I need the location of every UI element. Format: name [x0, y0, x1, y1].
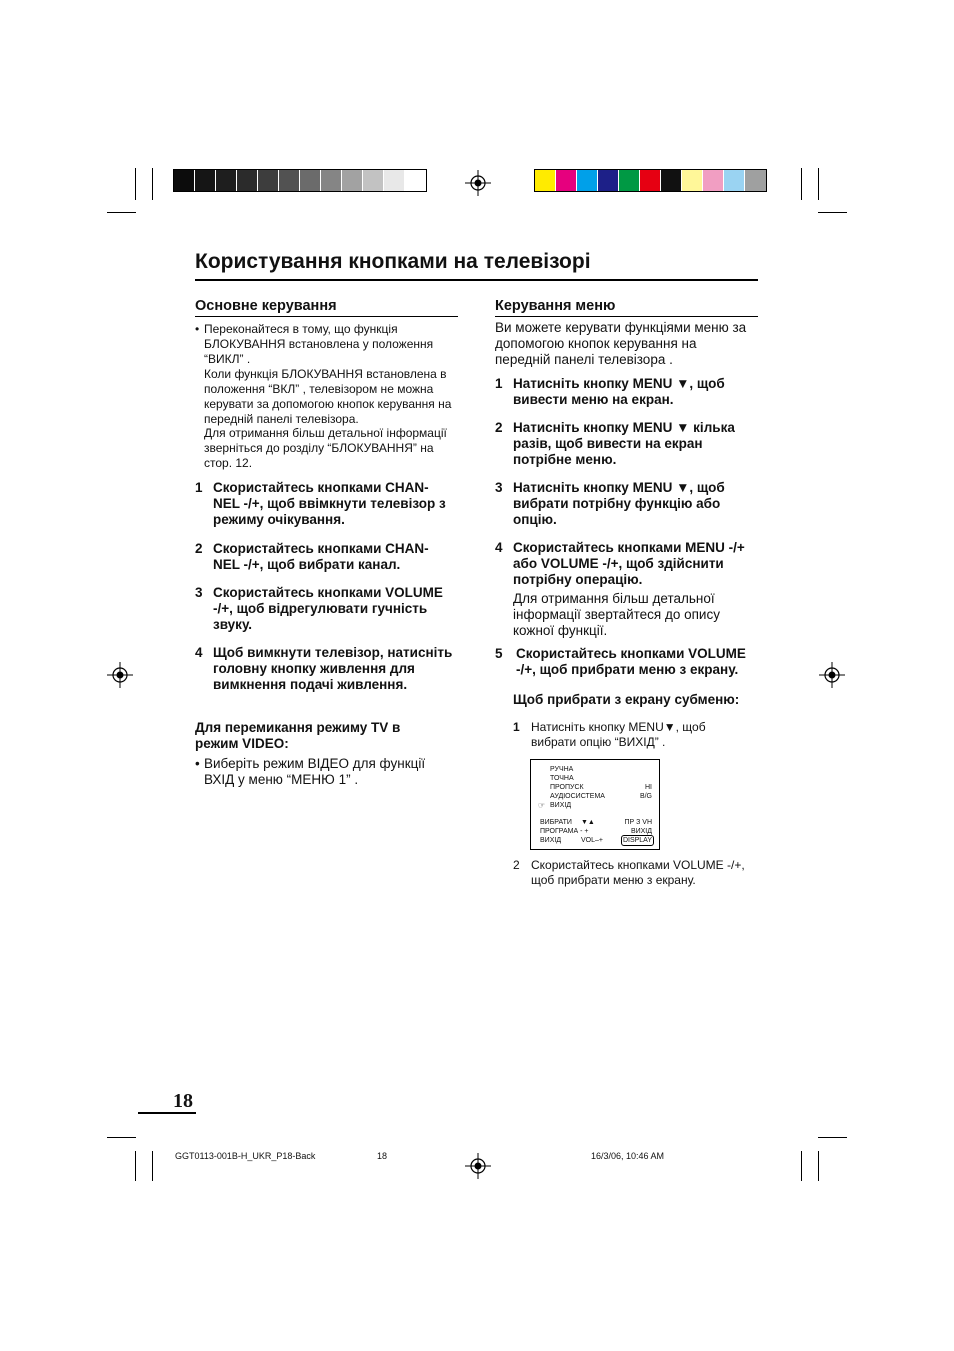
list-item: 1 Натисніть кнопку MENU▼, щоб вибрати опцію “ВИХІД” . — [513, 720, 706, 749]
list-item: 5 Скористайтесь кнопками VOLUME -/+, щоб прибрати меню з екрану. — [495, 646, 746, 677]
color-swatch — [745, 170, 766, 191]
color-swatch — [682, 170, 703, 191]
pointer-hand-icon: ☞ — [538, 801, 546, 810]
menu-nav-keys: ▼▲ — [581, 819, 595, 826]
menu-nav-keys: VOL–+ — [581, 837, 603, 844]
section-heading-basic: Основне керування — [195, 298, 458, 317]
color-swatch — [237, 170, 258, 191]
color-swatch — [195, 170, 216, 191]
footer-file: GGT0113-001B-H_UKR_P18-Back — [175, 1151, 316, 1161]
color-swatch — [321, 170, 342, 191]
color-swatch — [363, 170, 384, 191]
list-item: 1 Натисніть кнопку MENU ▼, щоб вивести меню на екран. — [495, 376, 725, 407]
menu-value: B/G — [639, 793, 652, 800]
menu-nav: ВИХІД — [540, 837, 562, 844]
note-text: Для отримання більш детальної інформації зверніться до розділу “БЛОКУВАННЯ” на стор. 12. — [204, 426, 447, 470]
menu-nav-right: ВИХІД — [630, 828, 652, 835]
list-item: 2 Скористайтесь кнопками VOLUME -/+, щоб прибрати меню з екрану. — [513, 858, 745, 887]
footer-page: 18 — [377, 1151, 388, 1161]
submenu-heading: Щоб прибрати з екрану субменю: — [513, 692, 740, 707]
color-swatch — [216, 170, 237, 191]
list-item: 3 Натисніть кнопку MENU ▼, щоб вибрати потрібну функцію або опцію. — [495, 480, 725, 527]
color-swatch — [258, 170, 279, 191]
color-swatch — [535, 170, 556, 191]
color-swatch — [640, 170, 661, 191]
menu-nav: ВИБРАТИ — [540, 819, 572, 826]
video-mode-heading: Для перемикання режиму TV в режим VIDEO: — [195, 720, 401, 751]
registration-mark-icon — [819, 662, 845, 688]
menu-value: HI — [645, 784, 652, 791]
section-heading-menu: Керування меню — [495, 298, 758, 317]
page-number: 18 — [173, 1090, 193, 1112]
menu-nav: ПРОГРАМА - + — [540, 828, 589, 835]
grayscale-bar — [173, 169, 427, 192]
note-text: Переконайтеся в тому, що функція БЛОКУВАННЯ встановлена у положення “ВИКЛ” . — [204, 322, 434, 366]
menu-item: ПРОПУСК — [550, 784, 584, 791]
color-swatch — [598, 170, 619, 191]
intro-text: Ви можете керувати функціями меню за допомогою кнопок керування на передній панелі телевізора . — [495, 320, 747, 367]
note-lock — [195, 322, 460, 367]
list-item: 1 Скористайтесь кнопками CHAN- NEL -/+, щоб ввімкнути телевізор з режиму очікування. — [195, 480, 446, 527]
color-swatch — [577, 170, 598, 191]
menu-item: РУЧНА — [550, 766, 574, 773]
color-swatch — [556, 170, 577, 191]
bullet: • — [195, 756, 200, 771]
menu-item: ТОЧНА — [550, 775, 574, 782]
color-swatch — [724, 170, 745, 191]
display-button-label: DISPLAY — [622, 837, 652, 844]
color-swatch — [342, 170, 363, 191]
list-item: 2 Скористайтесь кнопками CHAN- NEL -/+, щоб вибрати канал. — [195, 541, 429, 572]
footer-date: 16/3/06, 10:46 AM — [591, 1151, 665, 1161]
registration-mark-icon — [465, 1153, 491, 1179]
page-number-rule — [138, 1112, 196, 1114]
color-swatch — [619, 170, 640, 191]
bullet: • — [195, 322, 200, 336]
menu-item: ВИХІД — [550, 802, 572, 809]
color-swatch — [661, 170, 682, 191]
note-text: Коли функція БЛОКУВАННЯ встановлена в положення “ВКЛ” , телевізором не можна керувати за допомогою кнопок керування на передній панелі телевізора. — [204, 367, 452, 426]
color-swatch — [703, 170, 724, 191]
page-title: Користування кнопками на телевізорі — [195, 250, 758, 281]
color-bar — [534, 169, 767, 192]
color-swatch — [384, 170, 405, 191]
registration-mark-icon — [107, 662, 133, 688]
color-swatch — [300, 170, 321, 191]
list-item: 4 Скористайтесь кнопками MENU -/+ або VOLUME -/+, щоб здійснити потрібну операцію. — [495, 540, 745, 587]
step-note: Для отримання більш детальної інформації звертайтеся до опису кожної функції. — [513, 591, 720, 638]
color-swatch — [279, 170, 300, 191]
list-item: 4 Щоб вимкнути телевізор, натисніть головну кнопку живлення для вимкнення подачі живлення. — [195, 645, 453, 692]
menu-item: АУДІОСИСТЕМА — [550, 793, 605, 800]
color-swatch — [174, 170, 195, 191]
list-item: 2 Натисніть кнопку MENU ▼ кілька разів, щоб вивести на екран потрібне меню. — [495, 420, 735, 467]
list-item: • Виберіть режим ВІДЕО для функції ВХІД у меню “МЕНЮ 1” . — [195, 756, 426, 787]
registration-mark-icon — [465, 170, 491, 196]
menu-nav-right: ПР З VH — [624, 819, 652, 826]
color-swatch — [405, 170, 426, 191]
tv-menu-screen — [530, 759, 660, 850]
list-item: 3 Скористайтесь кнопками VOLUME -/+, щоб відрегулювати гучність звуку. — [195, 585, 443, 632]
